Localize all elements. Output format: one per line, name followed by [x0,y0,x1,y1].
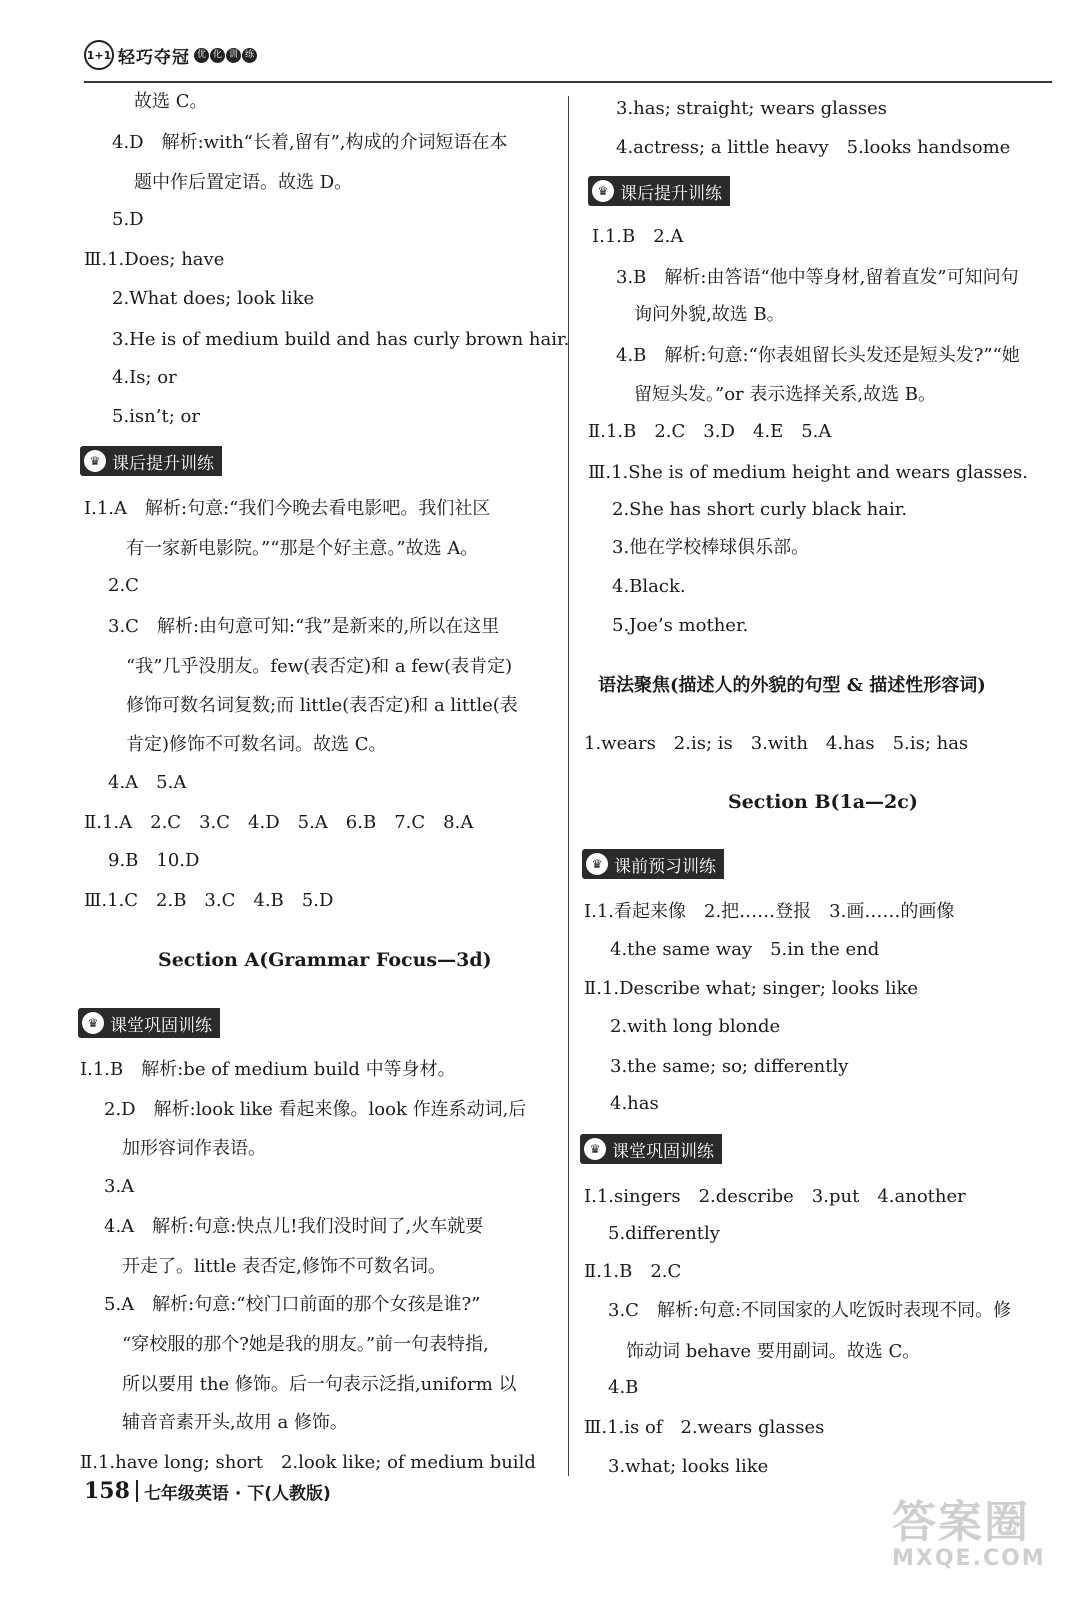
answer-line: 9.B 10.D [108,850,200,871]
page-header [84,40,1052,86]
answer-line: “穿校服的那个?她是我的朋友。”前一句表特指, [122,1334,489,1355]
brand-sub-char: 训 [226,48,241,63]
brand-sub-char: 化 [210,48,225,63]
answer-line: 4.Is; or [112,367,177,388]
answer-line: 4.D 解析:with“长着,留有”,构成的介词短语在本 [112,132,508,153]
answer-line: 4.B [608,1377,639,1398]
crown-icon: ♛ [586,853,608,875]
section-badge-after-class [80,446,222,476]
answer-line: 2.She has short curly black hair. [612,499,908,520]
answer-line: Ⅱ.1.B 2.C [584,1261,682,1282]
answer-line: 5.Joe’s mother. [612,615,749,636]
brand-sub-char: 练 [242,48,257,63]
answer-line: 有一家新电影院。”“那是个好主意。”故选 A。 [126,538,479,559]
answer-line: 题中作后置定语。故选 D。 [134,172,353,193]
badge-label: 课堂巩固训练 [612,1141,714,1162]
answer-line: Ⅱ.1.Describe what; singer; looks like [584,978,919,999]
section-badge-in-class [580,1134,722,1164]
answer-line: 询问外貌,故选 B。 [634,304,785,325]
page-footer [84,1478,331,1504]
answer-line: Ⅰ.1.B 解析:be of medium build 中等身材。 [80,1059,456,1080]
brand-subtitle [194,48,258,63]
header-rule [84,81,1052,83]
answer-line: 2.C [108,575,139,596]
answer-line: 开走了。little 表否定,修饰不可数名词。 [122,1256,446,1277]
answer-line: 4.Black. [612,576,686,597]
answer-line: 5.A 解析:句意:“校门口前面的那个女孩是谁?” [104,1294,481,1315]
answer-line: 3.他在学校棒球俱乐部。 [612,537,810,558]
badge-label: 课后提升训练 [112,453,214,474]
answer-line: 3.He is of medium build and has curly brown hair. [112,329,570,350]
answer-line: 4.B 解析:句意:“你表姐留长头发还是短头发?”“她 [616,345,1020,366]
answer-line: 留短头发。”or 表示选择关系,故选 B。 [634,384,937,405]
answer-line: 所以要用 the 修饰。后一句表示泛指,uniform 以 [122,1374,517,1395]
answer-line: 5.differently [608,1223,720,1244]
answer-line: 4.A 解析:句意:快点儿!我们没时间了,火车就要 [104,1216,484,1237]
answer-line: 故选 C。 [134,91,208,112]
answer-line: Ⅰ.1.A 解析:句意:“我们今晚去看电影吧。我们社区 [84,498,491,519]
watermark-url: MXQE.COM [892,1546,1046,1571]
answer-line: “我”几乎没朋友。few(表否定)和 a few(表肯定) [126,656,513,677]
answer-line: 5.D [112,209,144,230]
crown-icon: ♛ [592,180,614,202]
section-badge-preview [582,849,724,879]
answer-line: Ⅰ.1.singers 2.describe 3.put 4.another [584,1186,966,1207]
watermark-text: 答案圈 [892,1497,1030,1548]
page-number: 158 [84,1478,130,1504]
answer-line: 2.D 解析:look like 看起来像。look 作连系动词,后 [104,1099,527,1120]
column-divider [568,96,569,1476]
answer-line: 3.C 解析:由句意可知:“我”是新来的,所以在这里 [108,616,500,637]
answer-line: Ⅲ.1.C 2.B 3.C 4.B 5.D [84,890,334,911]
answer-line: 3.C 解析:句意:不同国家的人吃饭时表现不同。修 [608,1300,1012,1321]
answer-line: 肯定)修饰不可数名词。故选 C。 [126,734,387,755]
brand-name: 轻巧夺冠 [118,47,190,68]
answer-line: Ⅲ.1.Does; have [84,249,225,270]
answer-line: 3.has; straight; wears glasses [616,98,887,119]
answer-line: 2.What does; look like [112,288,315,309]
answer-line: 辅音音素开头,故用 a 修饰。 [122,1412,348,1433]
answer-line: Ⅱ.1.A 2.C 3.C 4.D 5.A 6.B 7.C 8.A [84,812,474,833]
answer-line: 修饰可数名词复数;而 little(表否定)和 a little(表 [126,695,518,716]
answer-line: Ⅰ.1.B 2.A [592,226,684,247]
badge-label: 课后提升训练 [620,183,722,204]
answer-line: 5.isn’t; or [112,406,200,427]
answer-line: 4.A 5.A [108,772,187,793]
watermark [892,1486,1062,1586]
answer-line: Ⅱ.1.B 2.C 3.D 4.E 5.A [588,421,832,442]
answer-line: 4.has [610,1093,659,1114]
answer-line: 2.with long blonde [610,1016,781,1037]
answer-line: 饰动词 behave 要用副词。故选 C。 [626,1341,921,1362]
answer-line: 3.B 解析:由答语“他中等身材,留着直发”可知问句 [616,267,1019,288]
book-title: 七年级英语 · 下(人教版) [143,1483,331,1504]
section-badge-in-class [78,1008,220,1038]
answer-line: 3.what; looks like [608,1456,769,1477]
badge-label: 课前预习训练 [614,856,716,877]
footer-separator [136,1480,138,1502]
answer-line: 3.A [104,1176,135,1197]
answer-line: Ⅲ.1.She is of medium height and wears glasses. [588,462,1028,483]
answer-line: 4.the same way 5.in the end [610,939,880,960]
brand-logo [84,40,258,70]
answer-line: Ⅱ.1.have long; short 2.look like; of medium build [80,1452,536,1473]
grammar-heading: 语法聚焦(描述人的外貌的句型 & 描述性形容词) [598,675,986,696]
section-badge-after-class [588,176,730,206]
badge-label: 课堂巩固训练 [110,1015,212,1036]
brand-sub-char: 优 [194,48,209,63]
logo-mark-icon: 1+1 [84,40,114,70]
answer-line: 4.actress; a little heavy 5.looks handsome [616,137,1011,158]
answer-line: Ⅰ.1.看起来像 2.把……登报 3.画……的画像 [584,901,955,922]
section-heading: Section B(1a—2c) [728,791,918,813]
answer-line: Ⅲ.1.is of 2.wears glasses [584,1417,825,1438]
section-heading: Section A(Grammar Focus—3d) [158,949,492,971]
answer-line: 3.the same; so; differently [610,1056,849,1077]
answer-line: 1.wears 2.is; is 3.with 4.has 5.is; has [584,733,969,754]
crown-icon: ♛ [584,1138,606,1160]
crown-icon: ♛ [82,1012,104,1034]
answer-line: 加形容词作表语。 [122,1138,266,1159]
crown-icon: ♛ [84,450,106,472]
